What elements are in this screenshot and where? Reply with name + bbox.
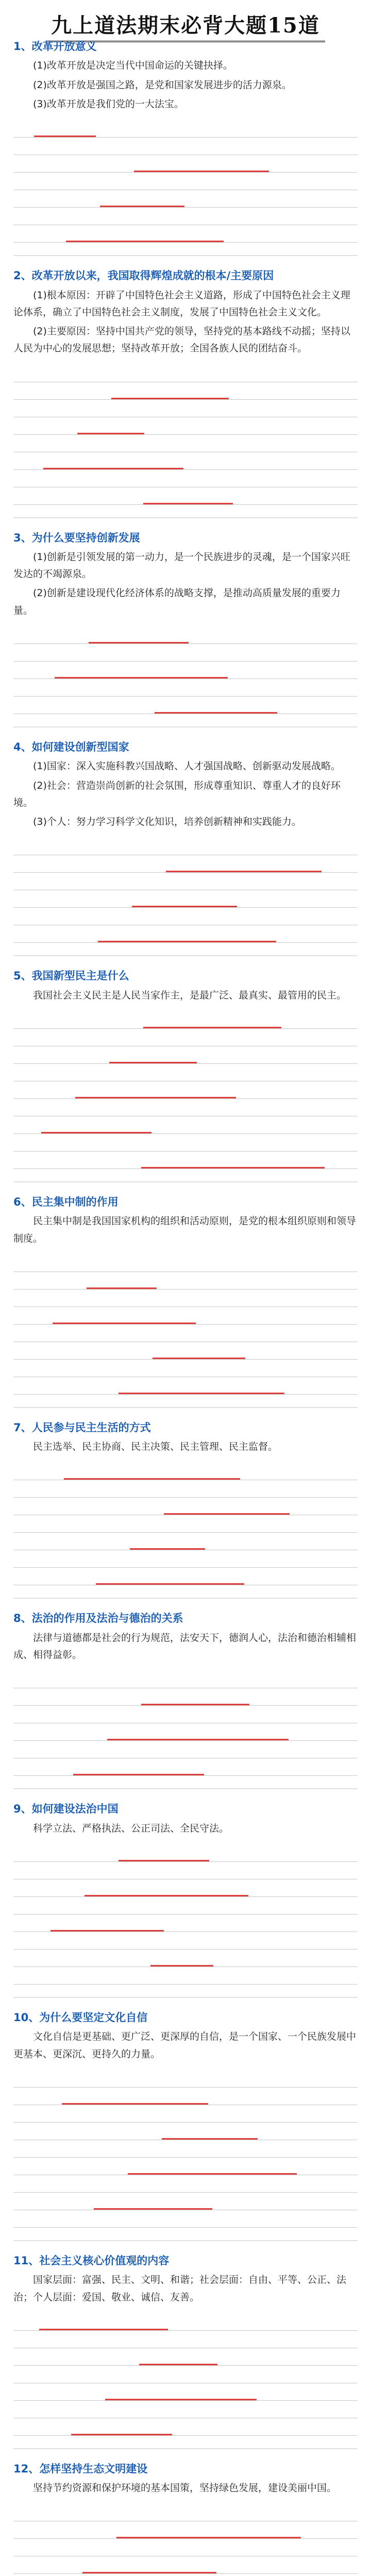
ruled-line [13, 2210, 358, 2228]
ruled-line [13, 1325, 358, 1342]
highlight-underline [77, 433, 144, 434]
section-divider [13, 2240, 358, 2241]
ruled-line [13, 1671, 358, 1688]
answer-paragraph: 国家层面：富强、民主、文明、和谐；社会层面：自由、平等、公正、法治；个人层面：爱国、敬业、诚信、友善。 [13, 2274, 347, 2303]
highlight-underline [139, 2364, 217, 2365]
ruled-line [13, 2105, 358, 2123]
ruled-line [13, 155, 358, 173]
ruled-line [13, 1272, 358, 1290]
ruled-line [13, 2556, 358, 2574]
ruled-line [13, 1011, 358, 1029]
question-heading: 10、为什么要坚定文化自信 [13, 2011, 148, 2024]
ruled-line [13, 1967, 358, 1985]
ruled-line [13, 1377, 358, 1395]
ruled-line [13, 1550, 358, 1568]
ruled-line [13, 190, 358, 208]
ruled-line [13, 2348, 358, 2366]
ruled-line [13, 1134, 358, 1151]
highlight-underline [153, 1358, 245, 1359]
highlight-underline [141, 1704, 249, 1705]
highlight-underline [132, 906, 237, 907]
ruled-line [13, 1342, 358, 1360]
answer-paragraph: 坚持节约资源和保护环境的基本国策，坚持绿色发展，建设美丽中国。 [33, 2482, 337, 2494]
ruled-line [13, 1081, 358, 1099]
ruled-line [13, 1897, 358, 1914]
ruled-line [13, 2574, 358, 2576]
question-heading: 12、怎样坚持生态文明建设 [13, 2462, 148, 2475]
ruled-line [13, 1688, 358, 1706]
highlight-underline [107, 1739, 289, 1740]
ruled-answer-area [13, 2313, 358, 2436]
highlight-underline [75, 1097, 236, 1098]
question-heading: 5、我国新型民主是什么 [13, 970, 129, 982]
highlight-underline [55, 677, 228, 679]
answer-paragraph: (3)改革开放是我们党的一大法宝。 [33, 98, 184, 110]
content [13, 39, 358, 2576]
highlight-underline [128, 2173, 297, 2175]
question-heading: 8、法治的作用及法治与德治的关系 [13, 1612, 183, 1625]
ruled-line [13, 1480, 358, 1498]
question-heading: 3、为什么要坚持创新发展 [13, 531, 140, 544]
answer-paragraph: (1)改革开放是决定当代中国命运的关键抉择。 [33, 60, 233, 72]
highlight-underline [166, 871, 322, 872]
ruled-answer-area [13, 626, 358, 714]
ruled-answer-area [13, 1463, 358, 1585]
question-section [13, 740, 358, 956]
ruled-line [13, 697, 358, 714]
ruled-line [13, 1844, 358, 1862]
highlight-underline [143, 1027, 281, 1028]
question-section [13, 1195, 358, 1408]
section-divider [13, 955, 358, 956]
section-divider [13, 1598, 358, 1599]
question-section [13, 2253, 358, 2449]
ruled-line [13, 1463, 358, 1480]
highlight-underline [66, 241, 224, 242]
ruled-line [13, 925, 358, 943]
ruled-answer-area [13, 365, 358, 505]
section-divider [13, 255, 358, 256]
ruled-line [13, 1290, 358, 1307]
ruled-line [13, 644, 358, 662]
ruled-line [13, 855, 358, 873]
highlight-underline [141, 1167, 325, 1168]
highlight-underline [100, 206, 184, 207]
ruled-answer-area [13, 120, 358, 243]
ruled-line [13, 2158, 358, 2175]
ruled-line [13, 365, 358, 382]
highlight-underline [73, 1774, 204, 1775]
highlight-underline [64, 1478, 240, 1480]
ruled-line [13, 1498, 358, 1515]
question-heading: 11、社会主义核心价值观的内容 [13, 2254, 170, 2267]
question-heading: 9、如何建设法治中国 [13, 1803, 119, 1816]
ruled-line [13, 452, 358, 470]
question-heading: 7、人民参与民主生活的方式 [13, 1421, 151, 1434]
highlight-underline [62, 2103, 208, 2105]
highlight-underline [98, 941, 276, 942]
ruled-line [13, 908, 358, 925]
answer-paragraph: (1)根本原因：开辟了中国特色社会主义道路，形成了中国特色社会主义理论体系，确立了中国特色社会主义制度，发展了中国特色社会主义文化。 [13, 289, 350, 318]
highlight-underline [150, 1965, 213, 1967]
ruled-line [13, 2193, 358, 2210]
ruled-answer-area [13, 1844, 358, 1985]
highlight-underline [96, 1583, 244, 1585]
highlight-underline [94, 2208, 212, 2210]
highlight-underline [162, 2138, 258, 2140]
section-divider [13, 1407, 358, 1408]
ruled-line [13, 1116, 358, 1134]
highlight-underline [50, 1930, 164, 1931]
question-heading: 1、改革开放意义 [13, 40, 97, 53]
ruled-line [13, 873, 358, 890]
ruled-line [13, 120, 358, 138]
ruled-line [13, 2140, 358, 2158]
ruled-line [13, 2539, 358, 2556]
answer-paragraph: (2)主要原因：坚持中国共产党的领导，坚持党的基本路线不动摇；坚持以人民为中心的发展思想；坚持改革开放；全国各族人民的团结奋斗。 [13, 326, 350, 354]
question-section [13, 2462, 358, 2576]
ruled-line [13, 2366, 358, 2383]
answer-paragraph: (1)国家：深入实施科教兴国战略、人才强国战略、创新驱动发展战略。 [33, 760, 341, 772]
question-heading: 6、民主集中制的作用 [13, 1195, 119, 1208]
ruled-line [13, 2175, 358, 2193]
answer-paragraph: (3)个人：努力学习科学文化知识，培养创新精神和实践能力。 [33, 816, 301, 828]
ruled-line [13, 1360, 358, 1377]
ruled-line [13, 1029, 358, 1046]
ruled-line [13, 1151, 358, 1169]
highlight-underline [119, 1393, 284, 1394]
ruled-line [13, 2521, 358, 2539]
highlight-underline [109, 1062, 197, 1063]
ruled-line [13, 1255, 358, 1272]
highlight-underline [119, 1860, 209, 1861]
highlight-underline [34, 135, 96, 137]
answer-paragraph: 文化自信是更基础、更广泛、更深厚的自信，是一个国家、一个民族发展中更基本、更深沉、更持久的力量。 [13, 2031, 357, 2060]
highlight-underline [155, 712, 277, 714]
highlight-underline [43, 468, 183, 469]
highlight-underline [71, 2434, 172, 2435]
question-heading: 2、改革开放以来，我国取得辉煌成就的根本/主要原因 [13, 269, 274, 282]
ruled-line [13, 417, 358, 435]
ruled-line [13, 2088, 358, 2105]
ruled-line [13, 382, 358, 400]
ruled-line [13, 1950, 358, 1967]
question-section [13, 531, 358, 727]
highlight-underline [89, 642, 189, 643]
answer-paragraph: (2)社会：营造崇尚创新的社会氛围，形成尊重知识、尊重人才的良好环境。 [13, 779, 341, 808]
question-section [13, 268, 358, 518]
ruled-line [13, 2070, 358, 2088]
ruled-line [13, 2401, 358, 2418]
highlight-underline [105, 2399, 257, 2400]
ruled-line [13, 1723, 358, 1741]
highlight-underline [143, 503, 233, 504]
highlight-underline [111, 398, 229, 399]
highlight-underline [82, 2572, 216, 2573]
ruled-line [13, 1862, 358, 1879]
ruled-line [13, 1741, 358, 1758]
ruled-line [13, 173, 358, 190]
section-divider [13, 726, 358, 727]
section-divider [13, 1788, 358, 1789]
ruled-line [13, 2383, 358, 2401]
ruled-line [13, 679, 358, 697]
ruled-line [13, 1914, 358, 1932]
ruled-line [13, 2418, 358, 2436]
ruled-answer-area [13, 1011, 358, 1169]
highlight-underline [41, 1132, 151, 1133]
ruled-answer-area [13, 838, 358, 943]
ruled-line [13, 1046, 358, 1064]
ruled-line [13, 208, 358, 225]
question-section [13, 969, 358, 1182]
ruled-line [13, 662, 358, 679]
ruled-line [13, 1099, 358, 1116]
ruled-answer-area [13, 2070, 358, 2228]
answer-paragraph: 科学立法、严格执法、公正司法、全民守法。 [33, 1822, 229, 1834]
ruled-line [13, 1064, 358, 1081]
highlight-underline [87, 1287, 157, 1289]
highlight-underline [164, 1513, 290, 1515]
ruled-line [13, 1533, 358, 1550]
ruled-line [13, 2331, 358, 2348]
answer-paragraph: (2)改革开放是强国之路，是党和国家发展进步的活力源泉。 [33, 79, 292, 91]
ruled-line [13, 1515, 358, 1533]
ruled-line [13, 225, 358, 243]
ruled-line [13, 470, 358, 487]
answer-paragraph: 法律与道德都是社会的行为规范，法安天下，德润人心，法治和德治相辅相成、相得益彰。 [13, 1632, 357, 1661]
ruled-line [13, 1758, 358, 1776]
question-section [13, 1611, 358, 1789]
section-divider [13, 2448, 358, 2449]
ruled-line [13, 1706, 358, 1723]
page-title: 九上道法期末必背大题15道 [46, 9, 325, 42]
ruled-answer-area [13, 1671, 358, 1776]
ruled-line [13, 2504, 358, 2521]
ruled-line [13, 838, 358, 855]
highlight-underline [85, 1895, 248, 1896]
answer-paragraph: 民主选举、民主协商、民主决策、民主管理、民主监督。 [33, 1441, 278, 1453]
question-section [13, 1420, 358, 1599]
ruled-line [13, 487, 358, 505]
ruled-line [13, 2123, 358, 2140]
highlight-underline [53, 1323, 196, 1324]
section-divider [13, 517, 358, 518]
ruled-line [13, 1568, 358, 1585]
ruled-line [13, 626, 358, 644]
title-bar [13, 0, 358, 38]
highlight-underline [116, 2537, 301, 2538]
ruled-answer-area [13, 1255, 358, 1395]
ruled-line [13, 1307, 358, 1325]
ruled-line [13, 890, 358, 908]
highlight-underline [39, 2329, 168, 2330]
ruled-line [13, 2313, 358, 2331]
question-section [13, 1802, 358, 1998]
ruled-line [13, 1879, 358, 1897]
question-section [13, 39, 358, 256]
ruled-line [13, 138, 358, 155]
question-heading: 4、如何建设创新型国家 [13, 740, 129, 753]
ruled-line [13, 400, 358, 417]
ruled-line [13, 435, 358, 452]
question-section [13, 2010, 358, 2241]
answer-paragraph: (1)创新是引领发展的第一动力，是一个民族进步的灵魂，是一个国家兴旺发达的不竭源泉。 [13, 551, 350, 580]
ruled-answer-area [13, 2504, 358, 2576]
answer-paragraph: 我国社会主义民主是人民当家作主，是最广泛、最真实、最管用的民主。 [33, 989, 347, 1001]
highlight-underline [130, 1548, 205, 1550]
ruled-line [13, 1932, 358, 1950]
section-divider [13, 1997, 358, 1998]
section-divider [13, 1181, 358, 1182]
highlight-underline [134, 171, 269, 172]
answer-paragraph: (2)创新是建设现代化经济体系的战略支撑，是推动高质量发展的重要力量。 [13, 587, 341, 616]
answer-paragraph: 民主集中制是我国国家机构的组织和活动原则，是党的根本组织原则和领导制度。 [13, 1215, 357, 1244]
